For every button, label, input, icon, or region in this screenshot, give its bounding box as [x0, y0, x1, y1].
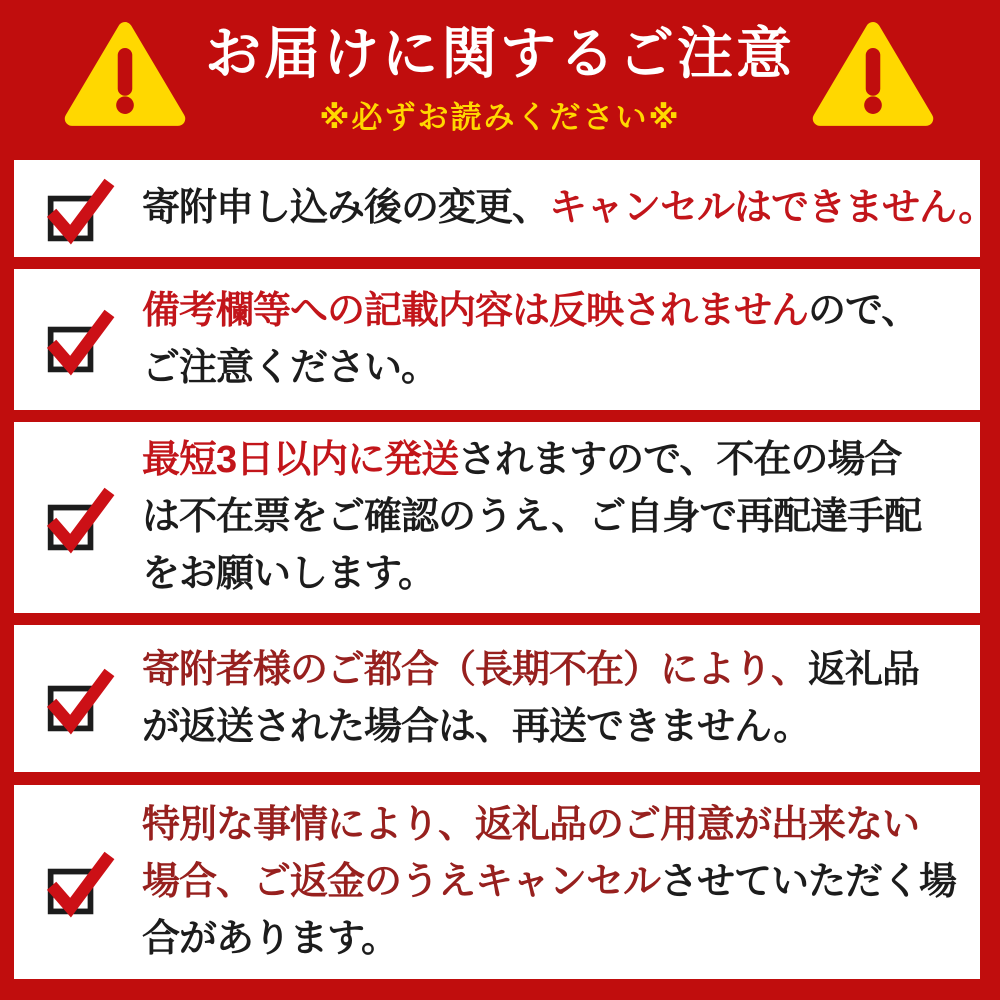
warning-triangle-icon — [62, 20, 188, 128]
notice-text-line — [142, 911, 956, 968]
text-segment: をお願いします。 — [142, 553, 435, 595]
text-segment: 場合、ご返金のうえキャンセル — [142, 860, 661, 903]
notice-text-line — [142, 432, 921, 489]
notice-item — [14, 269, 980, 410]
notice-text — [142, 432, 921, 603]
notice-item — [14, 422, 980, 613]
text-segment: は不在票をご確認のうえ、ご自身で再配達手配 — [142, 496, 922, 538]
text-segment: キャンセルはできません。 — [549, 187, 996, 229]
notice-item — [14, 625, 980, 772]
notice-text — [142, 797, 956, 968]
red-checkmark-checkbox-icon — [44, 175, 118, 243]
text-segment: 最短3日以内に発送 — [142, 439, 459, 481]
header-text-block — [205, 23, 795, 138]
notice-item — [14, 160, 996, 257]
notice-header — [0, 0, 1000, 160]
notice-list — [0, 160, 1000, 979]
notice-subtitle: ※必ずお読みください※ — [319, 100, 681, 136]
notice-text-line — [142, 340, 918, 397]
text-segment: 返礼品 — [808, 648, 920, 691]
notice-text — [142, 283, 918, 397]
notice-text — [142, 180, 995, 237]
text-segment: 備考欄等への記載内容は反映されません — [142, 289, 809, 332]
notice-text-line — [142, 180, 995, 237]
red-checkmark-checkbox-icon — [44, 484, 118, 552]
notice-text — [142, 642, 919, 756]
red-checkmark-checkbox-icon — [44, 848, 118, 916]
red-checkmark-checkbox-icon — [44, 665, 118, 733]
text-segment: 寄附者様のご都合（長期不在）により、 — [142, 648, 809, 691]
notice-item — [14, 785, 980, 979]
notice-text-line — [142, 283, 918, 340]
notice-text-line — [142, 854, 956, 911]
text-segment: が返送された場合は、再送できません。 — [142, 705, 811, 748]
text-segment: ご注意ください。 — [142, 346, 439, 389]
text-segment: させていただく場 — [660, 860, 957, 903]
text-segment: ので、 — [808, 289, 919, 332]
warning-triangle-icon — [810, 20, 936, 128]
notice-text-line — [142, 642, 919, 699]
text-segment: 特別な事情により、返礼品のご用意が出来ない — [142, 803, 920, 846]
text-segment: 合があります。 — [142, 917, 398, 960]
notice-text-line — [142, 489, 921, 546]
notice-text-line — [142, 699, 919, 756]
notice-text-line — [142, 797, 956, 854]
red-checkmark-checkbox-icon — [44, 306, 118, 374]
text-segment: 寄附申し込み後の変更、 — [142, 187, 550, 229]
text-segment: されますので、不在の場合 — [458, 439, 902, 481]
notice-title: お届けに関するご注意 — [205, 21, 795, 85]
notice-text-line — [142, 546, 921, 603]
